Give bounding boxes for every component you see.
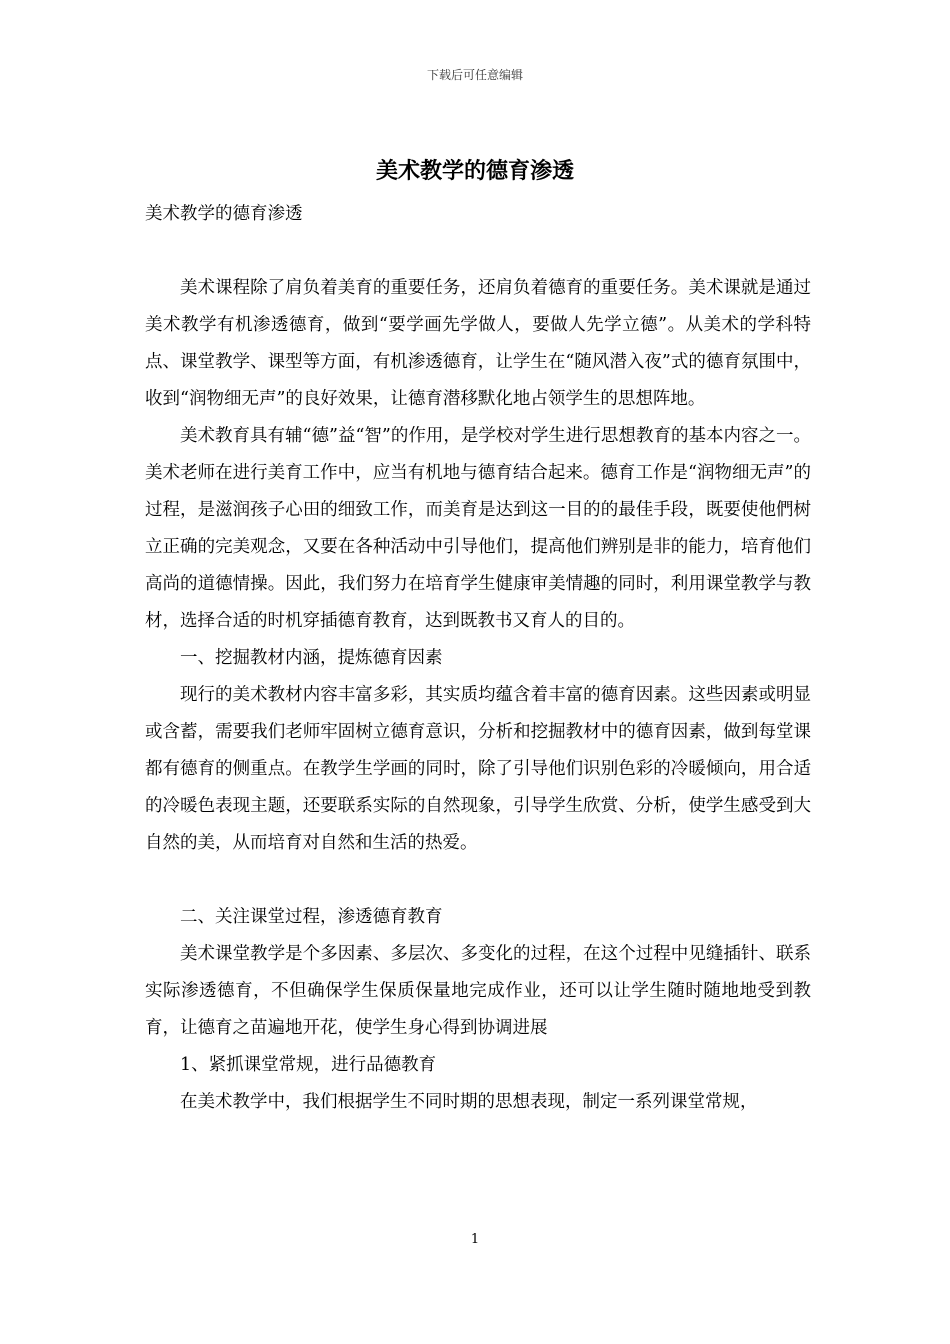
document-body [145,196,811,1121]
header-note: 下载后可任意编辑 [426,68,523,82]
page-number: 1 [470,1232,480,1247]
section1-heading: 一、挖掘教材内涵，提炼德育因素 [180,648,443,668]
section2-heading: 二、关注课堂过程，渗透德育教育 [180,907,443,927]
page-title: 美术教学的德育渗透 [375,158,574,184]
blank-line [145,862,811,899]
paragraph-role: 美术教育具有辅“德”益“智”的作用，是学校对学生进行思想教育的基本内容之一。美术老师在进行美育工作中，应当有机地与德育结合起来。德育工作是“润物细无声”的过程，是滋润孩子心田的细致工作，而美育是达到这一目的的最佳手段，既要使他們树立正确的完美观念，又要在各种活动中引导他们，提高他们辨别是非的能力，培育他们高尚的道德情操。因此，我们努力在培育学生健康审美情趣的同时，利用课堂教学与教材，选择合适的时机穿插德育教育，达到既教书又育人的目的。 [145,426,811,631]
paragraph-intro: 美术课程除了肩负着美育的重要任务，还肩负着德育的重要任务。美术课就是通过美术教学有机渗透德育，做到“要学画先学做人，要做人先学立德”。从美术的学科特点、课堂教学、课型等方面，有机渗透德育，让学生在“随风潜入夜”式的德育氛围中，收到“润物细无声”的良好效果，让德育潜移默化地占领学生的思想阵地。 [145,278,811,409]
subtitle: 美术教学的德育渗透 [145,204,303,224]
section2-sub-paragraph: 在美术教学中，我们根据学生不同时期的思想表现，制定一系列课堂常规， [180,1092,758,1112]
section2-paragraph: 美术课堂教学是个多因素、多层次、多变化的过程，在这个过程中见缝插针、联系实际渗透德育，不但确保学生保质保量地完成作业，还可以让学生随时随地地受到教育，让德育之苗遍地开花，使学生身心得到协调进展 [145,944,811,1038]
blank-line [145,233,811,270]
section1-paragraph: 现行的美术教材内容丰富多彩，其实质均蕴含着丰富的德育因素。这些因素或明显或含蓄，需要我们老师牢固树立德育意识，分析和挖掘教材中的德育因素，做到每堂课都有德育的侧重点。在教学生学画的同时，除了引导他们识别色彩的冷暖倾向，用合适的冷暖色表现主题，还要联系实际的自然现象，引导学生欣赏、分析，使学生感受到大自然的美，从而培育对自然和生活的热爱。 [145,685,811,853]
section2-sub-heading: 1、紧抓课堂常规，进行品德教育 [180,1055,437,1075]
